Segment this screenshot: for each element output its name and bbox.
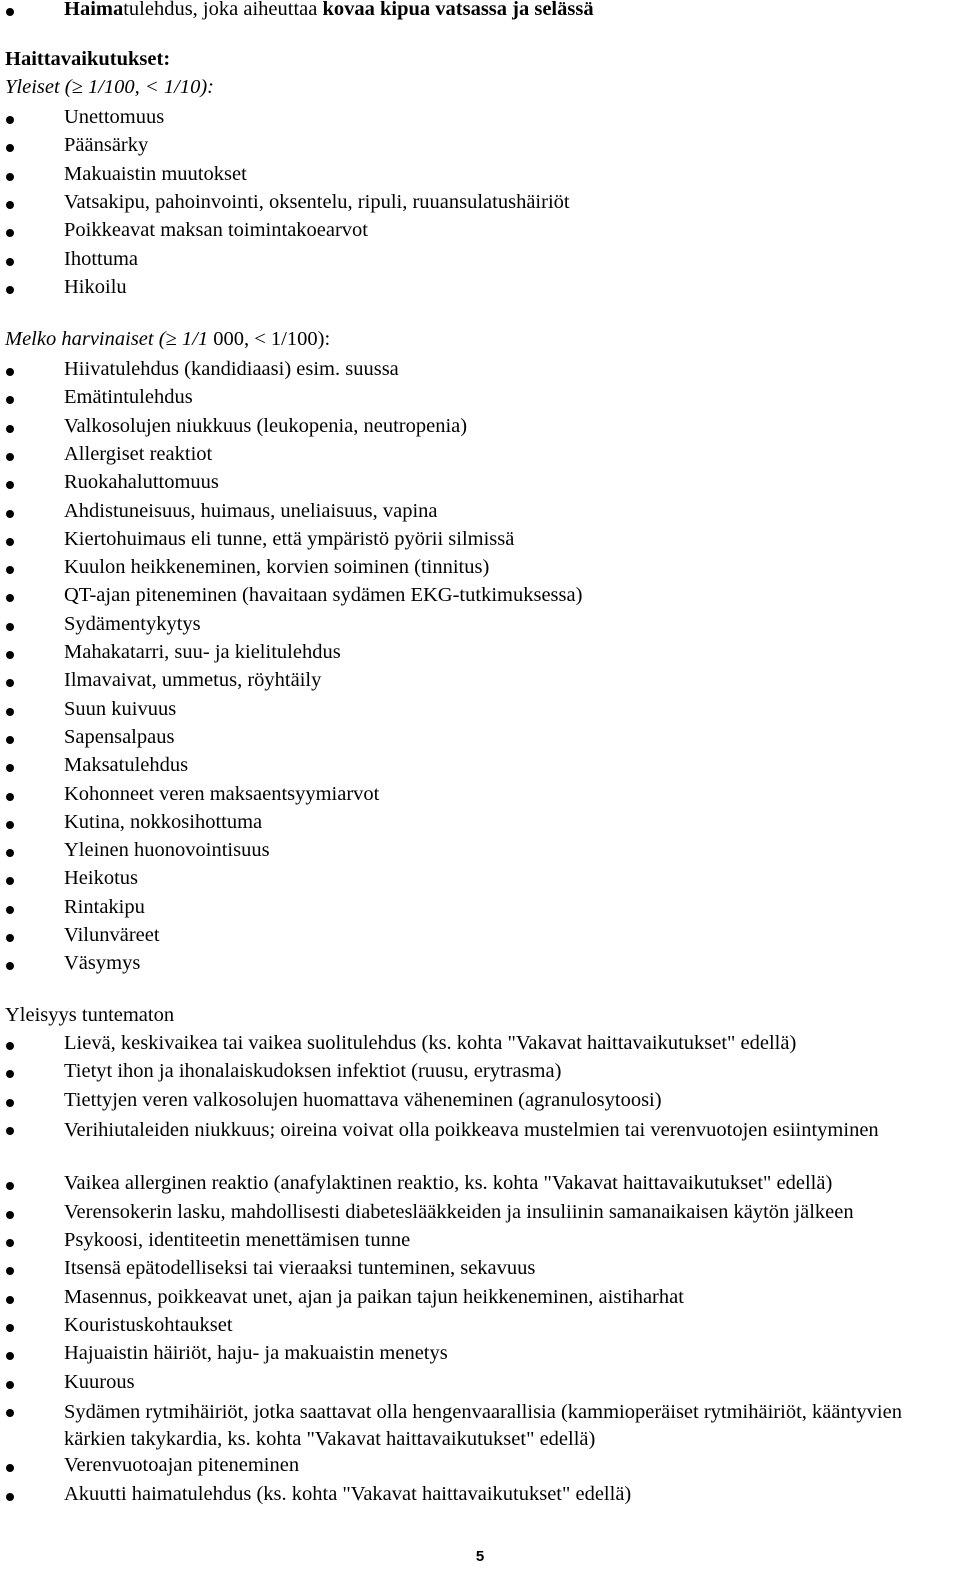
list-item-text: Ilmavaivat, ummetus, röyhtäily: [64, 669, 322, 692]
bullet-icon: [6, 906, 14, 914]
bullet-icon: [6, 144, 14, 152]
bullet-icon: [6, 510, 14, 518]
bullet-icon: [6, 453, 14, 461]
list-item-text: Ahdistuneisuus, huimaus, uneliaisuus, vapina: [64, 499, 438, 522]
group-uncommon-title-rest: 000, < 1/100):: [208, 328, 331, 350]
bullet-icon: [6, 1464, 14, 1472]
list-item-text: QT-ajan piteneminen (havaitaan sydämen EKG-tutkimuksessa): [64, 584, 583, 607]
bullet-icon: [6, 425, 14, 433]
bullet-icon: [6, 538, 14, 546]
bullet-icon: [6, 8, 14, 16]
list-item-text: Unettomuus: [64, 106, 165, 128]
bullet-icon: [6, 116, 14, 124]
section-heading: Haittavaikutukset:: [5, 48, 171, 70]
list-item-text: Tietyt ihon ja ihonalaiskudoksen infektiot (ruusu, erytrasma): [64, 1060, 562, 1083]
bullet-icon: [6, 594, 14, 602]
bullet-icon: [6, 1099, 14, 1107]
bullet-icon: [6, 708, 14, 716]
list-item-text: Hajuaistin häiriöt, haju- ja makuaistin menetys: [64, 1342, 448, 1365]
bullet-icon: [6, 481, 14, 489]
bullet-icon: [6, 1409, 14, 1417]
list-item-text: Sapensalpaus: [64, 725, 175, 748]
bullet-icon: [6, 1352, 14, 1360]
group-unknown-title: Yleisyys tuntematon: [5, 1004, 175, 1026]
list-item-text: Makuaistin muutokset: [64, 162, 247, 185]
bullet-icon: [6, 962, 14, 970]
bullet-icon: [6, 651, 14, 659]
list-item-text: Maksatulehdus: [64, 754, 189, 777]
list-item-text: Kiertohuimaus eli tunne, että ympäristö pyörii silmissä: [64, 527, 515, 550]
bullet-icon: [6, 934, 14, 942]
bullet-icon: [6, 764, 14, 772]
bullet-icon: [6, 1296, 14, 1304]
bullet-icon: [6, 877, 14, 885]
top-item-bold-2: kovaa kipua vatsassa ja selässä: [322, 0, 594, 20]
list-item-text: Lievä, keskivaikea tai vaikea suolitulehdus (ks. kohta "Vakavat haittavaikutukset" edellä): [64, 1032, 797, 1054]
list-item-text: Itsensä epätodelliseksi tai vieraaksi tunteminen, sekavuus: [64, 1257, 536, 1280]
group-uncommon-title-italic: Melko harvinaiset (≥ 1/1: [5, 328, 209, 350]
list-item-text: Yleinen huonovointisuus: [64, 839, 270, 862]
list-item-text: Hikoilu: [64, 275, 127, 298]
bullet-icon: [6, 849, 14, 857]
bullet-icon: [6, 623, 14, 631]
list-item-text: Akuutti haimatulehdus (ks. kohta "Vakavat haittavaikutukset" edellä): [64, 1482, 632, 1505]
bullet-icon: [6, 736, 14, 744]
bullet-icon: [6, 566, 14, 574]
list-item-text: Masennus, poikkeavat unet, ajan ja paikan tajun heikkeneminen, aistiharhat: [64, 1285, 684, 1308]
bullet-icon: [6, 201, 14, 209]
bullet-icon: [6, 396, 14, 404]
bullet-icon: [6, 1381, 14, 1389]
page-number: 5: [475, 1548, 485, 1565]
bullet-icon: [6, 286, 14, 294]
list-item-text: Emätintulehdus: [64, 386, 193, 409]
bullet-icon: [6, 368, 14, 376]
bullet-icon: [6, 1324, 14, 1332]
list-item-text: Allergiset reaktiot: [64, 442, 213, 465]
list-item-text: Valkosolujen niukkuus (leukopenia, neutropenia): [64, 414, 468, 437]
bullet-icon: [6, 1182, 14, 1190]
list-item-text: Psykoosi, identiteetin menettämisen tunne: [64, 1229, 411, 1251]
list-item-text: Poikkeavat maksan toimintakoearvot: [64, 219, 369, 242]
bullet-icon: [6, 229, 14, 237]
bullet-icon: [6, 1493, 14, 1501]
list-item-text: Mahakatarri, suu- ja kielitulehdus: [64, 641, 341, 663]
list-item-text: Päänsärky: [64, 134, 149, 157]
bullet-icon: [6, 821, 14, 829]
bullet-icon: [6, 1070, 14, 1078]
list-item-text: Verihiutaleiden niukkuus; oireina voivat olla poikkeava mustelmien tai verenvuotojen esiintyminen: [64, 1118, 879, 1141]
bullet-icon: [6, 1211, 14, 1219]
list-item-text: Kohonneet veren maksaentsyymiarvot: [64, 782, 380, 805]
group-common-title: Yleiset (≥ 1/100, < 1/10):: [5, 76, 214, 98]
list-item-text: Heikotus: [64, 867, 139, 890]
top-item-bold-1: Haima: [64, 0, 124, 20]
top-item-text: [64, 0, 594, 21]
list-item-text: Tiettyjen veren valkosolujen huomattava väheneminen (agranulosytoosi): [64, 1088, 662, 1111]
list-item-text: Vilunväreet: [64, 924, 160, 946]
bullet-icon: [6, 1042, 14, 1050]
list-item-text: Verensokerin lasku, mahdollisesti diabeteslääkkeiden ja insuliinin samanaikaisen käytön jälkeen: [64, 1200, 854, 1223]
group-uncommon-title: [5, 328, 330, 351]
bullet-icon: [6, 258, 14, 266]
list-item-text: Kouristuskohtaukset: [64, 1313, 233, 1336]
list-item-text: Verenvuotoajan piteneminen: [64, 1454, 300, 1477]
list-item-text: Sydämen rytmihäiriöt, jotka saattavat olla hengenvaarallisia (kammioperäiset rytmihäiriöt, kääntyvien kärkien takykardia, ks. kohta "Vakavat haittavaikutukset" edellä): [64, 1400, 902, 1450]
bullet-icon: [6, 679, 14, 687]
list-item-text: Väsymys: [64, 952, 141, 975]
list-item-text: Ihottuma: [64, 247, 139, 270]
bullet-icon: [6, 793, 14, 801]
list-item-text: Kuulon heikkeneminen, korvien soiminen (tinnitus): [64, 556, 490, 579]
list-item-text: Suun kuivuus: [64, 697, 177, 720]
list-item-text: Rintakipu: [64, 895, 145, 918]
list-item-text: Vaikea allerginen reaktio (anafylaktinen reaktio, ks. kohta "Vakavat haittavaikutukset" edellä): [64, 1172, 833, 1195]
list-item-text: Hiivatulehdus (kandidiaasi) esim. suussa: [64, 358, 399, 380]
list-item-text: Vatsakipu, pahoinvointi, oksentelu, ripuli, ruuansulatushäiriöt: [64, 190, 570, 213]
bullet-icon: [6, 1127, 14, 1135]
list-item-text: Kutina, nokkosihottuma: [64, 810, 263, 833]
bullet-icon: [6, 1239, 14, 1247]
bullet-icon: [6, 173, 14, 181]
list-item-text: Sydämentykytys: [64, 612, 201, 635]
list-item-text: Ruokahaluttomuus: [64, 471, 219, 494]
list-item-text: Kuurous: [64, 1370, 135, 1393]
top-item-plain: tulehdus, joka aiheuttaa: [123, 0, 323, 20]
bullet-icon: [6, 1267, 14, 1275]
